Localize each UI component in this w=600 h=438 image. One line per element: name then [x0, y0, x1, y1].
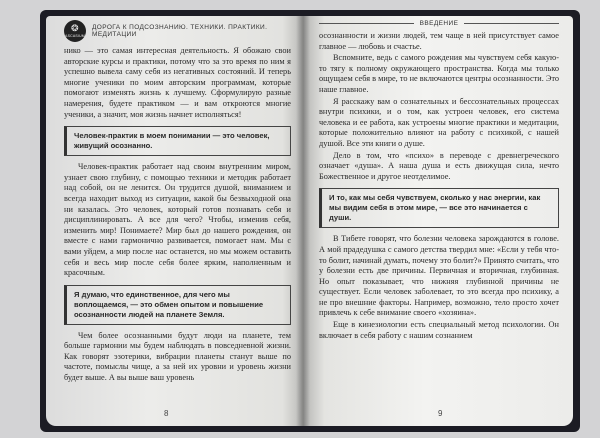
right-paragraph-5: В Тибете говорят, что болезни человека зарождаются в голове. А мой прадедушка с самого детства твердил мне: «Если у тебя что-то болит, начинай думать, почему это болит?» Принято считать, что у болезни есть две причины. Первичная и вторичная, глубинная. Но опыт показывает, что нижняя глубинной причины не существует. Если человек заболевает, то это всегда про психику, а не про внешние факторы. Например, возможно, тело просто хочет привлечь к себе внимание своего «хозяина».: [319, 234, 559, 318]
left-paragraph-1: нико — это самая интересная деятельность. Я обожаю свои авторские курсы и практики, потому что за это время по ним я успешно вывела саму себя из негативных состояний. И теперь многие ученики по моим авторским программам, которые помогают изменять жизнь к лучшему. Сформулирую разные намерения, будете практиком — и вам откроются многие ученики, а значит, моя жизнь начнет исполняться!: [64, 46, 291, 119]
book-gutter-shadow: [296, 16, 310, 426]
publisher-logo-icon: ❂: [71, 23, 79, 34]
left-running-head: [64, 20, 291, 42]
right-paragraph-3: Я расскажу вам о сознательных и бессознательных процессах внутри психики, и о том, как устроен человек, его система человека и ее работа, как устроены многие практики и медитации, которые положительно влияют на работу с психикой, с нашей душой. Все эти книги о душе.: [319, 96, 559, 148]
left-page-number: 8: [164, 409, 169, 418]
right-paragraph-1: осознанности и жизни людей, тем чаще в ней присутствует самое главное — любовь и счастье.: [319, 31, 559, 51]
right-page: [303, 16, 573, 426]
right-paragraph-6: Еще в кинезиологии есть специальный метод психологии. Он включает в себя работу с нашим сознанием: [319, 320, 559, 340]
right-page-number: 9: [438, 409, 443, 418]
left-page: [46, 16, 303, 426]
left-paragraph-2: Человек-практик работает над своим внутренним миром, узнает свою глубину, с помощью техники и методик работает над собой, он не ленится. Он трудится душой, вниманием и всегда находит выход из ситуации, какой бы безвыходной она ни казалась. Это человек, который готов познавать себя и дисциплинировать. А все для чего? Чтобы, изменив себя, изменить мир! Понимаете? Мир был до нашего рождения, он вместе с нами гармонично развивается, помогает нам. Мы с вами уйдем, а мир после нас останется, но мы можем оставить себя и весь мир после себя более ярким, наполненным и красочным.: [64, 162, 291, 278]
right-running-head: [319, 20, 559, 27]
right-callout: И то, как мы себя чувствуем, сколько у нас энергии, как мы видим себя в этом мире, — все это начинается с души.: [319, 188, 559, 228]
right-paragraph-4: Дело в том, что «психо» в переводе с древнегреческого означает «душа». А наша душа и есть движущая сила, нечто Божественное и другое неотделимое.: [319, 150, 559, 181]
right-running-head-text: ВВЕДЕНИЕ: [419, 20, 459, 27]
right-head-rule-right: [464, 23, 559, 24]
left-paragraph-3: Чем более осознанными будут люди на планете, тем больше гармонии мы будем наблюдать в повседневной жизни. Как говорят эзотерики, вибрации планеты станут выше по частоте, помыслы чище, а за ней их уровни и уровень жизни будет выше. А вы выше ваш уровень: [64, 330, 291, 383]
left-running-head-text: ДОРОГА К ПОДСОЗНАНИЮ. ТЕХНИКИ. ПРАКТИКИ. МЕДИТАЦИИ: [92, 24, 268, 38]
right-head-rule-left: [319, 23, 414, 24]
left-callout-2: Я думаю, что единственное, для чего мы воплощаемся, — это обмен опытом и повышение осознанности людей на планете Земля.: [64, 285, 291, 325]
publisher-logo-word: ASCASIUM: [65, 33, 85, 38]
publisher-logo: [64, 20, 86, 42]
right-paragraph-2: Вспомните, ведь с самого рождения мы чувствуем себя какую-то тягу к полному окружающего пространства. Когда мы только ощущаем себя в мире, то не включаются центры осознанности. Это наше главное.: [319, 53, 559, 94]
left-callout-1: Человек-практик в моем понимании — это человек, живущий осознанно.: [64, 126, 291, 156]
